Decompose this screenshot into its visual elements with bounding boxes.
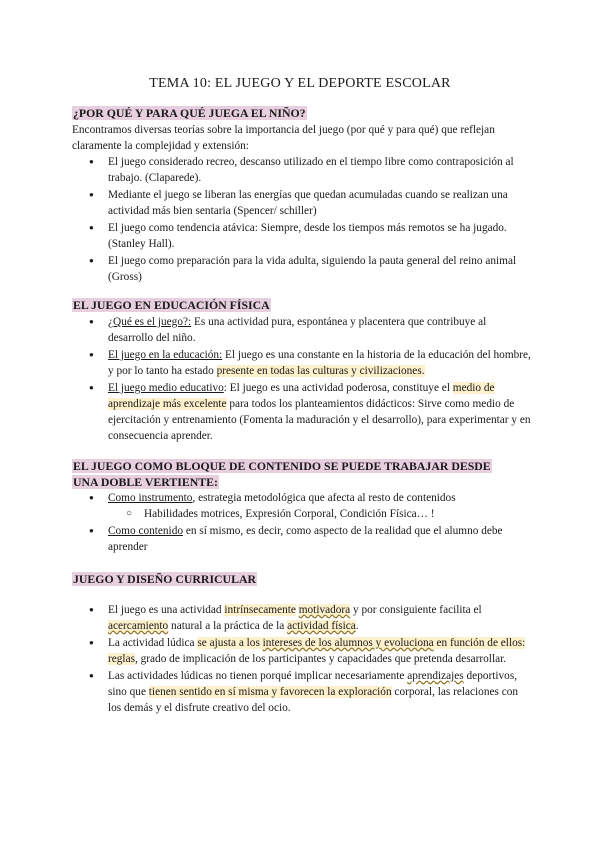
section4-list (72, 602, 532, 717)
list-item: ● El juego medio educativo: El juego es una actividad poderosa, constituye el medio de aprendizaje más excelente para todos los planteamientos didácticos: Sirve como medio de ejercitación y entrenamiento (Fomenta la maduración y el desarrollo), para experimentar y en consecuencia aprender. (72, 380, 532, 444)
section1-list (72, 154, 532, 286)
list-item: ● Como instrumento, estrategia metodológica que afecta al resto de contenidos ○ Habilidades motrices, Expresión Corporal, Condición Física… ! (72, 490, 532, 522)
section3-heading: EL JUEGO COMO BLOQUE DE CONTENIDO SE PUEDE TRABAJAR DESDE UNA DOBLE VERTIENTE: (73, 459, 491, 489)
list-item: ● La actividad lúdica se ajusta a los intereses de los alumnos y evoluciona en función de ellos: reglas, grado de implicación de los participantes y capacidades que pretenda desarrollar. (72, 635, 532, 667)
list-item: ● ¿Qué es el juego?: Es una actividad pura, espontánea y placentera que contribuye al desarrollo del niño. (72, 314, 532, 346)
sub-list (108, 506, 532, 522)
section2-list (72, 314, 532, 445)
section4-heading: JUEGO Y DISEÑO CURRICULAR (73, 572, 256, 586)
list-item: ● El juego es una actividad intrínsecamente motivadora y por consiguiente facilita el acercamiento natural a la práctica de la actividad física. (72, 602, 532, 634)
list-item: ● El juego considerado recreo, descanso utilizado en el tiempo libre como contraposición al trabajo. (Claparede). (72, 154, 532, 186)
page-title: TEMA 10: EL JUEGO Y EL DEPORTE ESCOLAR (149, 76, 451, 91)
list-item: ● El juego como tendencia atávica: Siempre, desde los tiempos más remotos se ha jugado. (Stanley Hall). (72, 220, 532, 252)
list-item: ● Como contenido en sí mismo, es decir, como aspecto de la realidad que el alumno debe aprender (72, 523, 532, 555)
section1-heading: ¿POR QUÉ Y PARA QUÉ JUEGA EL NIÑO? (73, 106, 306, 120)
section3-list (72, 490, 532, 556)
list-item: ● Mediante el juego se liberan las energías que quedan acumuladas cuando se realizan una actividad más bien sentaria (Spencer/ schiller) (72, 187, 532, 219)
list-item: ● El juego como preparación para la vida adulta, siguiendo la pauta general del reino animal (Gross) (72, 253, 532, 285)
list-item: ● Las actividades lúdicas no tienen porqué implicar necesariamente aprendizajes deportivos, sino que tienen sentido en sí misma y favorecen la exploración corporal, las relaciones con los demás y el disfrute creativo del ocio. (72, 668, 532, 716)
list-item: ● El juego en la educación: El juego es una constante en la historia de la educación del hombre, y por lo tanto ha estado presente en todas las culturas y civilizaciones. (72, 347, 532, 379)
sub-list-item: ○ Habilidades motrices, Expresión Corporal, Condición Física… ! (108, 506, 532, 522)
section1-intro: Encontramos diversas teorías sobre la importancia del juego (por qué y para qué) que reflejan claramente la complejidad y extensión: (72, 124, 495, 152)
section2-heading: EL JUEGO EN EDUCACIÓN FÍSICA (73, 298, 270, 312)
